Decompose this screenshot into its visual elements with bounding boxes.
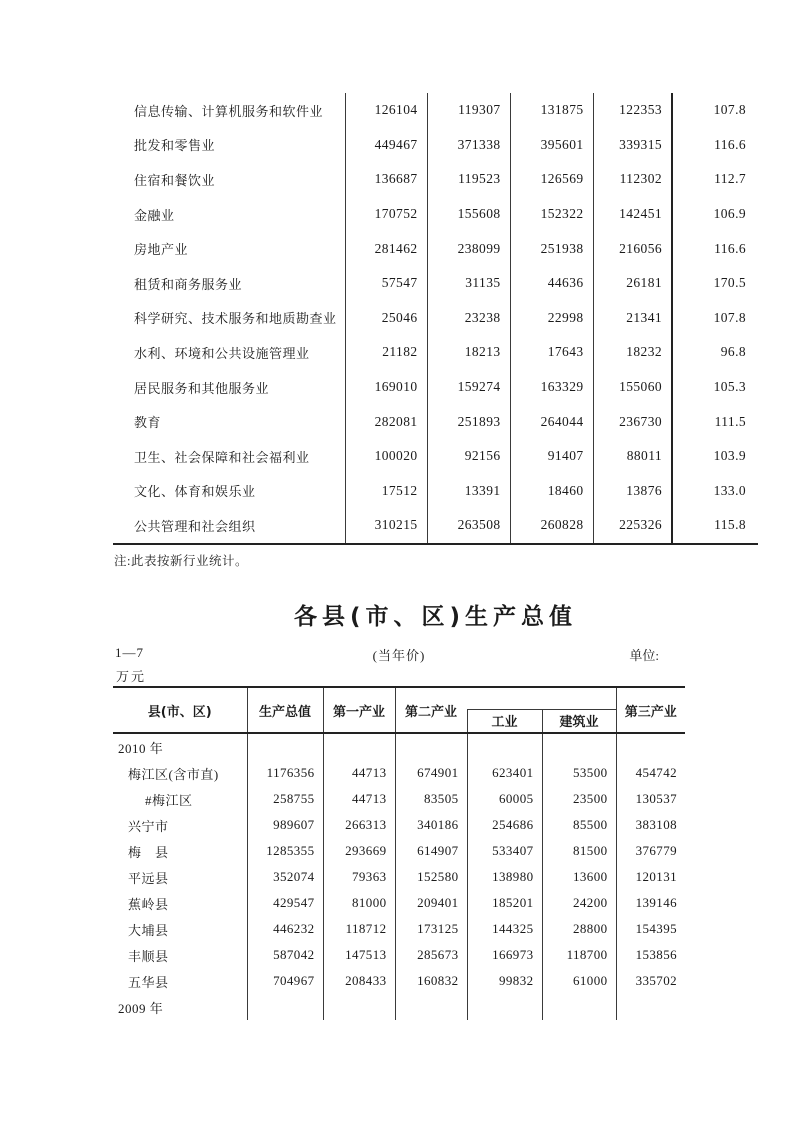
tertiary-value: 153856 bbox=[616, 942, 685, 968]
gdp-table-row bbox=[113, 812, 685, 838]
secondary-value bbox=[395, 994, 467, 1020]
industry-value-3: 152322 bbox=[510, 197, 593, 232]
industry-value-3: 22998 bbox=[510, 301, 593, 336]
industry-value-1: 21182 bbox=[345, 335, 427, 370]
industry-value-1: 170752 bbox=[345, 197, 427, 232]
industry-table-row bbox=[113, 370, 758, 405]
industry-index-value: 116.6 bbox=[672, 231, 758, 266]
industry-value: 166973 bbox=[467, 942, 542, 968]
industry-index-value: 170.5 bbox=[672, 266, 758, 301]
construction-value: 53500 bbox=[542, 760, 616, 786]
primary-value: 44713 bbox=[323, 760, 395, 786]
gdp-table-row bbox=[113, 786, 685, 812]
industry-value-1: 100020 bbox=[345, 439, 427, 474]
industry-value-1: 449467 bbox=[345, 128, 427, 163]
industry-name: 租赁和商务服务业 bbox=[134, 276, 243, 292]
unit-label: 单位: bbox=[629, 648, 659, 663]
industry-index-value: 107.8 bbox=[672, 301, 758, 336]
industry-name: 批发和零售业 bbox=[134, 138, 216, 154]
industry-table-body bbox=[113, 93, 758, 544]
gdp-table-row bbox=[113, 733, 685, 760]
industry-table-row bbox=[113, 301, 758, 336]
gdp-table-row bbox=[113, 838, 685, 864]
construction-value: 81500 bbox=[542, 838, 616, 864]
industry-value-3: 163329 bbox=[510, 370, 593, 405]
industry-table-row bbox=[113, 128, 758, 163]
industry-value-1: 57547 bbox=[345, 266, 427, 301]
industry-value bbox=[467, 994, 542, 1020]
industry-name: 公共管理和社会组织 bbox=[134, 518, 256, 534]
industry-value: 144325 bbox=[467, 916, 542, 942]
table2-caption bbox=[113, 645, 685, 661]
industry-value-2: 119523 bbox=[427, 162, 510, 197]
tertiary-value: 154395 bbox=[616, 916, 685, 942]
secondary-value: 674901 bbox=[395, 760, 467, 786]
industry-value-3: 44636 bbox=[510, 266, 593, 301]
tertiary-value: 454742 bbox=[616, 760, 685, 786]
industry-value-4: 112302 bbox=[593, 162, 672, 197]
industry-value-4: 122353 bbox=[593, 93, 672, 128]
region-name: 蕉岭县 bbox=[128, 896, 169, 912]
gdp-table-header bbox=[113, 687, 685, 733]
industry-name: 水利、环境和公共设施管理业 bbox=[134, 345, 310, 361]
gdp-table bbox=[113, 686, 685, 1020]
industry-value-3: 264044 bbox=[510, 404, 593, 439]
region-name: 2010 年 bbox=[118, 740, 164, 756]
secondary-value: 209401 bbox=[395, 890, 467, 916]
industry-name: 住宿和餐饮业 bbox=[134, 172, 216, 188]
industry-index-value: 107.8 bbox=[672, 93, 758, 128]
industry-value: 533407 bbox=[467, 838, 542, 864]
gdp-total bbox=[247, 733, 323, 760]
table-number: 1—7 bbox=[115, 645, 144, 660]
tertiary-value bbox=[616, 733, 685, 760]
industry-value-1: 136687 bbox=[345, 162, 427, 197]
gdp-total: 446232 bbox=[247, 916, 323, 942]
gdp-table-row bbox=[113, 968, 685, 994]
industry-index-value: 115.8 bbox=[672, 508, 758, 544]
construction-value: 23500 bbox=[542, 786, 616, 812]
primary-value bbox=[323, 994, 395, 1020]
header-industry: 工业 bbox=[467, 709, 542, 733]
industry-value-2: 31135 bbox=[427, 266, 510, 301]
industry-value-3: 260828 bbox=[510, 508, 593, 544]
tertiary-value: 130537 bbox=[616, 786, 685, 812]
industry-value: 99832 bbox=[467, 968, 542, 994]
industry-value bbox=[467, 733, 542, 760]
primary-value: 118712 bbox=[323, 916, 395, 942]
industry-value-1: 126104 bbox=[345, 93, 427, 128]
industry-name: 卫生、社会保障和社会福利业 bbox=[134, 449, 310, 465]
industry-name: 科学研究、技术服务和地质勘查业 bbox=[134, 311, 337, 327]
gdp-total: 704967 bbox=[247, 968, 323, 994]
industry-value-2: 159274 bbox=[427, 370, 510, 405]
tertiary-value: 139146 bbox=[616, 890, 685, 916]
tertiary-value bbox=[616, 994, 685, 1020]
industry-value: 185201 bbox=[467, 890, 542, 916]
industry-index-value: 112.7 bbox=[672, 162, 758, 197]
industry-value-3: 251938 bbox=[510, 231, 593, 266]
construction-value: 24200 bbox=[542, 890, 616, 916]
industry-name: 居民服务和其他服务业 bbox=[134, 380, 270, 396]
industry-value-3: 395601 bbox=[510, 128, 593, 163]
region-name: 2009 年 bbox=[118, 1000, 164, 1016]
construction-value bbox=[542, 994, 616, 1020]
industry-value-4: 13876 bbox=[593, 474, 672, 509]
industry-value-4: 216056 bbox=[593, 231, 672, 266]
industry-name: 房地产业 bbox=[134, 242, 189, 258]
region-name: #梅江区 bbox=[145, 792, 193, 808]
industry-value-4: 18232 bbox=[593, 335, 672, 370]
industry-index-value: 111.5 bbox=[672, 404, 758, 439]
industry-table-row bbox=[113, 335, 758, 370]
construction-value: 61000 bbox=[542, 968, 616, 994]
header-secondary: 第二产业 bbox=[395, 687, 467, 733]
primary-value: 44713 bbox=[323, 786, 395, 812]
industry-table-row bbox=[113, 162, 758, 197]
industry-table-row bbox=[113, 266, 758, 301]
construction-value bbox=[542, 733, 616, 760]
gdp-table-body bbox=[113, 733, 685, 1020]
industry-table-row bbox=[113, 404, 758, 439]
tertiary-value: 335702 bbox=[616, 968, 685, 994]
industry-value-3: 17643 bbox=[510, 335, 593, 370]
secondary-value: 83505 bbox=[395, 786, 467, 812]
industry-value-1: 169010 bbox=[345, 370, 427, 405]
industry-value-1: 281462 bbox=[345, 231, 427, 266]
industry-value-4: 236730 bbox=[593, 404, 672, 439]
gdp-table-row bbox=[113, 994, 685, 1020]
header-tertiary: 第三产业 bbox=[616, 687, 685, 733]
secondary-value: 173125 bbox=[395, 916, 467, 942]
price-basis: (当年价) bbox=[372, 648, 426, 663]
industry-index-value: 96.8 bbox=[672, 335, 758, 370]
tertiary-value: 376779 bbox=[616, 838, 685, 864]
table2-title: 各县(市、区)生产总值 bbox=[293, 604, 578, 630]
primary-value: 293669 bbox=[323, 838, 395, 864]
header-gdp: 生产总值 bbox=[247, 687, 323, 733]
secondary-value: 160832 bbox=[395, 968, 467, 994]
industry-value-3: 126569 bbox=[510, 162, 593, 197]
region-name: 大埔县 bbox=[128, 922, 169, 938]
industry-table-row bbox=[113, 231, 758, 266]
industry-value-2: 155608 bbox=[427, 197, 510, 232]
gdp-total: 429547 bbox=[247, 890, 323, 916]
gdp-table-row bbox=[113, 942, 685, 968]
tertiary-value: 120131 bbox=[616, 864, 685, 890]
gdp-table-row bbox=[113, 916, 685, 942]
primary-value: 266313 bbox=[323, 812, 395, 838]
industry-index-value: 116.6 bbox=[672, 128, 758, 163]
industry-value-3: 131875 bbox=[510, 93, 593, 128]
gdp-table-row bbox=[113, 760, 685, 786]
industry-value-1: 282081 bbox=[345, 404, 427, 439]
industry-value-2: 18213 bbox=[427, 335, 510, 370]
gdp-total bbox=[247, 994, 323, 1020]
gdp-total: 352074 bbox=[247, 864, 323, 890]
secondary-value: 340186 bbox=[395, 812, 467, 838]
gdp-total: 1285355 bbox=[247, 838, 323, 864]
industry-value-2: 263508 bbox=[427, 508, 510, 544]
industry-value-2: 119307 bbox=[427, 93, 510, 128]
primary-value: 81000 bbox=[323, 890, 395, 916]
industry-name: 金融业 bbox=[134, 207, 175, 223]
industry-value-2: 251893 bbox=[427, 404, 510, 439]
construction-value: 13600 bbox=[542, 864, 616, 890]
region-name: 平远县 bbox=[128, 870, 169, 886]
industry-table-row bbox=[113, 197, 758, 232]
industry-value-2: 92156 bbox=[427, 439, 510, 474]
industry-index-value: 133.0 bbox=[672, 474, 758, 509]
tertiary-value: 383108 bbox=[616, 812, 685, 838]
industry-index-value: 106.9 bbox=[672, 197, 758, 232]
industry-value-3: 91407 bbox=[510, 439, 593, 474]
industry-table-row bbox=[113, 508, 758, 544]
gdp-total: 989607 bbox=[247, 812, 323, 838]
industry-value-4: 339315 bbox=[593, 128, 672, 163]
construction-value: 85500 bbox=[542, 812, 616, 838]
industry-value-2: 238099 bbox=[427, 231, 510, 266]
table1-footnote: 注:此表按新行业统计。 bbox=[114, 554, 248, 568]
industry-value: 623401 bbox=[467, 760, 542, 786]
industry-value-1: 310215 bbox=[345, 508, 427, 544]
industry-name: 信息传输、计算机服务和软件业 bbox=[134, 103, 324, 119]
primary-value: 79363 bbox=[323, 864, 395, 890]
region-name: 丰顺县 bbox=[128, 948, 169, 964]
industry-table-row bbox=[113, 93, 758, 128]
industry-value-2: 13391 bbox=[427, 474, 510, 509]
primary-value: 208433 bbox=[323, 968, 395, 994]
industry-value-4: 155060 bbox=[593, 370, 672, 405]
industry-value-4: 88011 bbox=[593, 439, 672, 474]
gdp-table-row bbox=[113, 890, 685, 916]
region-name: 五华县 bbox=[128, 974, 169, 990]
region-name: 梅 县 bbox=[128, 844, 169, 860]
header-county: 县(市、区) bbox=[113, 687, 247, 733]
industry-value-2: 371338 bbox=[427, 128, 510, 163]
industry-value-1: 17512 bbox=[345, 474, 427, 509]
gdp-total: 258755 bbox=[247, 786, 323, 812]
industry-value-4: 225326 bbox=[593, 508, 672, 544]
construction-value: 28800 bbox=[542, 916, 616, 942]
gdp-table-row bbox=[113, 864, 685, 890]
secondary-value: 614907 bbox=[395, 838, 467, 864]
industry-table-row bbox=[113, 474, 758, 509]
industry-table-row bbox=[113, 439, 758, 474]
industry-value-3: 18460 bbox=[510, 474, 593, 509]
gdp-total: 1176356 bbox=[247, 760, 323, 786]
industry-value-4: 142451 bbox=[593, 197, 672, 232]
unit-value: 万元 bbox=[116, 669, 147, 684]
primary-value bbox=[323, 733, 395, 760]
industry-value-4: 26181 bbox=[593, 266, 672, 301]
header-primary: 第一产业 bbox=[323, 687, 395, 733]
region-name: 梅江区(含市直) bbox=[128, 766, 219, 782]
region-name: 兴宁市 bbox=[128, 818, 169, 834]
industry-index-value: 103.9 bbox=[672, 439, 758, 474]
header-construction: 建筑业 bbox=[542, 709, 616, 733]
primary-value: 147513 bbox=[323, 942, 395, 968]
industry-table bbox=[113, 93, 758, 545]
industry-value: 60005 bbox=[467, 786, 542, 812]
industry-value-4: 21341 bbox=[593, 301, 672, 336]
industry-value-2: 23238 bbox=[427, 301, 510, 336]
construction-value: 118700 bbox=[542, 942, 616, 968]
secondary-value bbox=[395, 733, 467, 760]
industry-value: 254686 bbox=[467, 812, 542, 838]
secondary-value: 152580 bbox=[395, 864, 467, 890]
industry-name: 文化、体育和娱乐业 bbox=[134, 484, 256, 500]
gdp-total: 587042 bbox=[247, 942, 323, 968]
industry-index-value: 105.3 bbox=[672, 370, 758, 405]
industry-name: 教育 bbox=[134, 415, 162, 431]
header-secondary-span-gap bbox=[467, 687, 616, 709]
industry-value-1: 25046 bbox=[345, 301, 427, 336]
secondary-value: 285673 bbox=[395, 942, 467, 968]
industry-value: 138980 bbox=[467, 864, 542, 890]
